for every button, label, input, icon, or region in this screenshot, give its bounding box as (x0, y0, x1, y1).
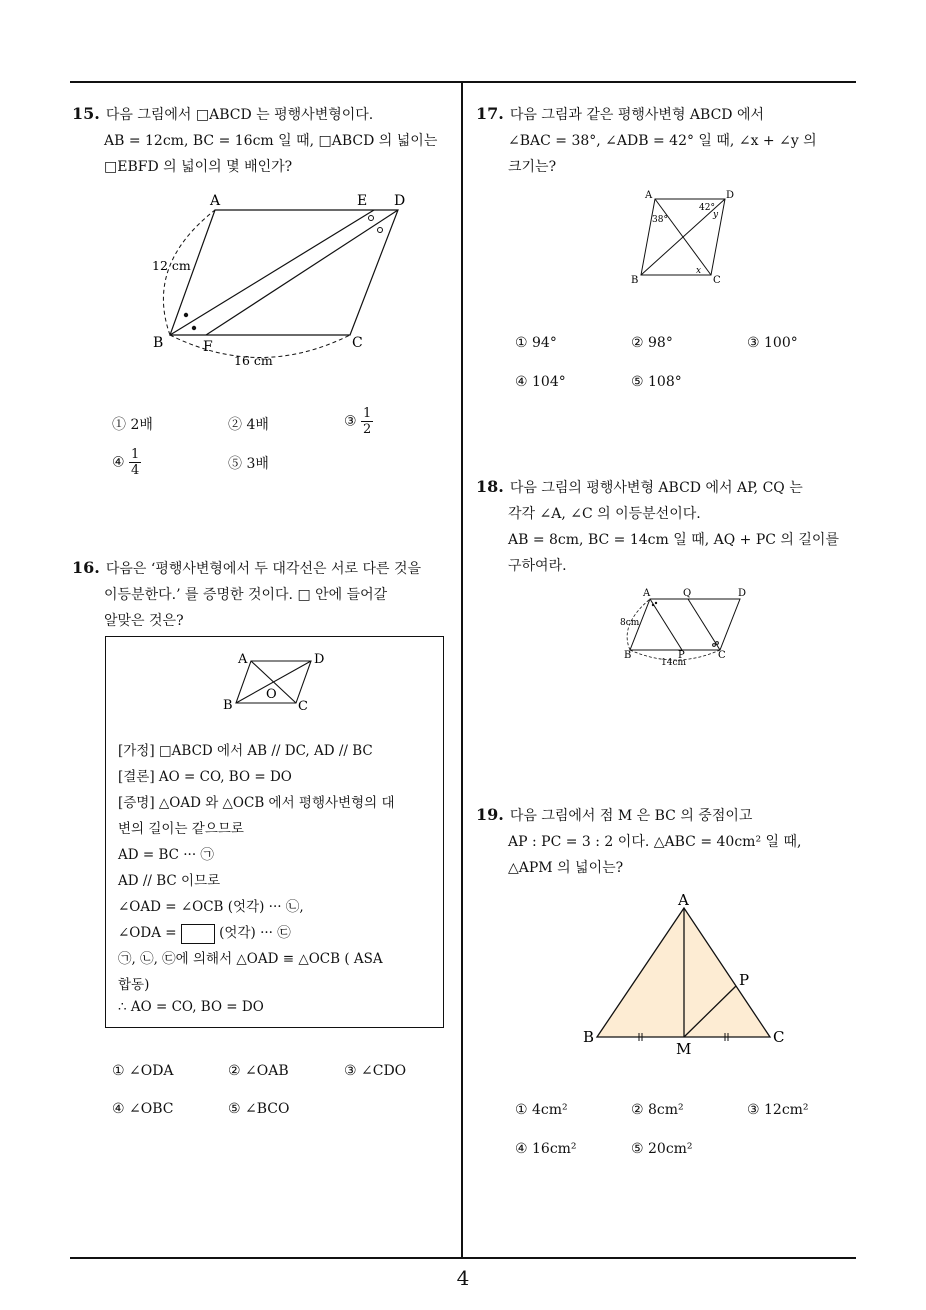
label-c: C (352, 335, 363, 351)
question-text-line: △APM 의 넓이는? (508, 860, 624, 876)
label-m: M (676, 1040, 692, 1058)
question-text-line: 다음 그림과 같은 평행사변형 ABCD 에서 (509, 107, 765, 123)
proof-line: AD // BC 이므로 (118, 873, 221, 889)
question-text-line: 다음 그림의 평행사변형 ABCD 에서 AP, CQ 는 (509, 480, 803, 496)
choice-3[interactable]: ③ 100° (747, 335, 798, 351)
label-a: A (210, 193, 221, 209)
label-d: D (314, 652, 325, 667)
proof-line: ∠OAD = ∠OCB (엇각) ··· ㉡, (118, 899, 304, 915)
question-text-line: 이등분한다.’ 를 증명한 것이다. □ 안에 들어갈 (104, 587, 388, 603)
q18-parallelogram-figure (615, 585, 755, 670)
question-17 (476, 101, 854, 180)
side-ab-label: 12 cm (152, 258, 191, 273)
proof-line: 변의 길이는 같으므로 (118, 821, 244, 837)
label-b: B (153, 335, 164, 351)
question-number: 19. (476, 805, 504, 824)
choice-3-marker: ③ (344, 413, 357, 430)
q19-triangle-figure (575, 890, 800, 1065)
choice-4[interactable]: ④ 16cm² (515, 1141, 577, 1157)
proof-line: ∴ AO = CO, BO = DO (118, 999, 264, 1015)
question-text-line: AP : PC = 3 : 2 이다. △ABC = 40cm² 일 때, (508, 834, 802, 850)
choice-5[interactable]: ⑤ 3배 (228, 456, 269, 472)
label-d: D (726, 190, 735, 201)
choice-5[interactable]: ⑤ 108° (631, 374, 682, 390)
question-text-line: AB = 8cm, BC = 14cm 일 때, AQ + PC 의 길이를 (508, 532, 839, 548)
question-text-line: AB = 12cm, BC = 16cm 일 때, □ABCD 의 넓이는 (104, 133, 438, 149)
choice-1[interactable]: ① 94° (515, 335, 557, 351)
label-b: B (223, 698, 233, 713)
choice-5[interactable]: ⑤ 20cm² (631, 1141, 693, 1157)
q16-parallelogram-figure (216, 647, 346, 717)
label-a: A (643, 588, 651, 599)
proof-line: ㉠, ㉡, ㉢에 의해서 △OAD ≡ △OCB ( ASA (118, 951, 383, 967)
choice-4[interactable] (112, 447, 141, 478)
bottom-rule (70, 1257, 856, 1259)
angle-38-label: 38° (652, 215, 668, 225)
proof-line-text: ∠ODA = (118, 925, 177, 941)
fraction-one-quarter: $\frac{1}{4}$ (131, 447, 140, 478)
choice-4[interactable]: ④ ∠OBC (112, 1101, 174, 1117)
choice-5[interactable]: ⑤ ∠BCO (228, 1101, 290, 1117)
choice-4-marker: ④ (112, 454, 125, 471)
choice-1[interactable]: ① 4cm² (515, 1102, 568, 1118)
label-p: P (678, 650, 685, 661)
question-19 (476, 802, 854, 881)
label-a: A (678, 891, 689, 909)
label-c: C (298, 699, 308, 714)
side-bc-label: 14cm (661, 658, 687, 668)
choice-1[interactable]: ① ∠ODA (112, 1063, 174, 1079)
label-o: O (266, 687, 277, 702)
choice-4[interactable]: ④ 104° (515, 374, 566, 390)
proof-line-conclusion: [결론] AO = CO, BO = DO (118, 769, 292, 785)
q17-parallelogram-figure (625, 185, 745, 290)
fraction-one-half: $\frac{1}{2}$ (363, 406, 372, 437)
column-divider (461, 82, 463, 1258)
question-text-line: ∠BAC = 38°, ∠ADB = 42° 일 때, ∠x + ∠y 의 (508, 133, 817, 149)
choice-2[interactable]: ② ∠OAB (228, 1063, 289, 1079)
page-number: 4 (456, 1266, 470, 1290)
question-text-line: 다음 그림에서 점 M 은 BC 의 중점이고 (509, 808, 753, 824)
question-text-line: 각각 ∠A, ∠C 의 이등분선이다. (508, 506, 701, 522)
proof-line-proof: [증명] △OAD 와 △OCB 에서 평행사변형의 대 (118, 795, 395, 811)
question-text-line: 알맞은 것은? (104, 613, 184, 629)
label-a: A (238, 652, 248, 667)
label-f: F (203, 339, 213, 355)
label-c: C (773, 1028, 785, 1046)
question-text-line: 다음은 ‘평행사변형에서 두 대각선은 서로 다른 것을 (105, 561, 421, 577)
question-16 (72, 555, 457, 634)
label-q: Q (683, 588, 692, 599)
top-rule (70, 81, 856, 83)
label-e: E (357, 193, 368, 209)
question-text-line: 다음 그림에서 □ABCD 는 평행사변형이다. (105, 107, 374, 123)
choice-3[interactable]: ③ ∠CDO (344, 1063, 407, 1079)
question-number: 15. (72, 104, 100, 123)
q15-parallelogram-figure (140, 185, 430, 375)
label-p: P (739, 971, 750, 989)
question-text-line: 크기는? (508, 159, 557, 175)
choice-2[interactable]: ② 8cm² (631, 1102, 684, 1118)
question-text-line: □EBFD 의 넓이의 몇 배인가? (104, 159, 293, 175)
label-c: C (718, 650, 726, 661)
proof-line-hypothesis: [가정] □ABCD 에서 AB // DC, AD // BC (118, 743, 373, 759)
proof-box (105, 636, 444, 1028)
proof-line: 합동) (118, 977, 150, 993)
proof-line-blank (118, 921, 291, 944)
side-bc-label: 16 cm (234, 353, 273, 368)
angle-42-label: 42° (699, 203, 715, 213)
label-c: C (713, 275, 721, 286)
label-b: B (624, 650, 632, 661)
side-ab-label: 8cm (620, 618, 640, 628)
question-text-line: 구하여라. (508, 558, 567, 574)
question-number: 17. (476, 104, 504, 123)
question-number: 18. (476, 477, 504, 496)
question-number: 16. (72, 558, 100, 577)
label-b: B (583, 1028, 595, 1046)
question-18 (476, 474, 854, 579)
answer-blank-box (181, 924, 215, 944)
proof-line-text: (엇각) ··· ㉢ (219, 925, 291, 941)
choice-2[interactable]: ② 98° (631, 335, 673, 351)
label-a: A (645, 190, 653, 201)
label-d: D (394, 193, 406, 209)
proof-line: AD = BC ··· ㉠ (118, 847, 214, 863)
choice-2[interactable]: ② 4배 (228, 417, 269, 433)
choice-3[interactable] (344, 406, 373, 437)
angle-y-label: y (713, 210, 719, 220)
angle-x-label: x (696, 266, 702, 276)
question-15 (72, 101, 457, 180)
label-d: D (738, 588, 747, 599)
choice-1[interactable]: ① 2배 (112, 417, 153, 433)
label-b: B (631, 275, 639, 286)
choice-3[interactable]: ③ 12cm² (747, 1102, 809, 1118)
